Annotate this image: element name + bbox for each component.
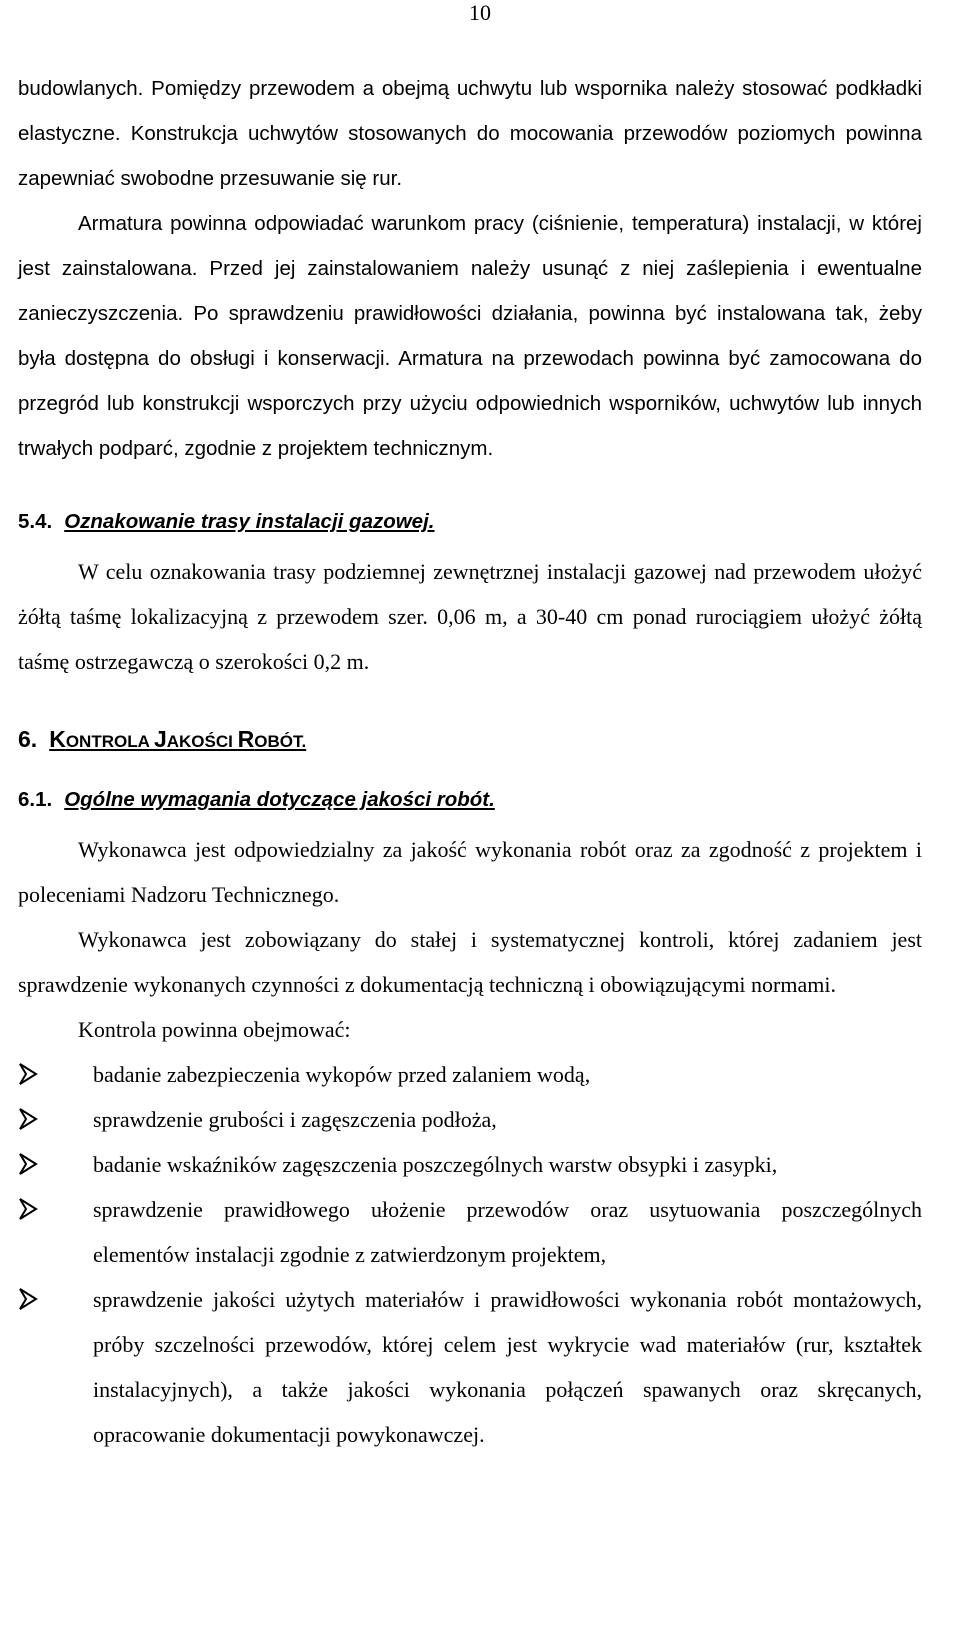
control-list: [18, 1052, 922, 1457]
arrowhead-bullet-icon: [18, 1152, 38, 1176]
list-item-text: badanie wskaźników zagęszczenia poszczególnych warstw obsypki i zasypki,: [93, 1152, 778, 1177]
paragraph-fittings: Armatura powinna odpowiadać warunkom pracy (ciśnienie, temperatura) instalacji, w której jest zainstalowana. Przed jej zainstalowaniem należy usunąć z niej zaślepienia i ewentualne zanieczyszczenia. Po sprawdzeniu prawidłowości działania, powinna być instalowana tak, żeby była dostępna do obsługi i konserwacji. Armatura na przewodach powinna być zamocowana do przegród lub konstrukcji wsporczych przy użyciu odpowiednich wsporników, uchwytów lub innych trwałych podparć, zgodnie z projektem technicznym.: [18, 212, 922, 460]
paragraph-marking: W celu oznakowania trasy podziemnej zewnętrznej instalacji gazowej nad przewodem ułożyć żółtą taśmę lokalizacyjną z przewodem szer. 0,06 m, a 30-40 cm ponad rurociągiem ułożyć żółtą taśmę ostrzegawczą o szerokości 0,2 m.: [18, 559, 922, 674]
section-title: KONTROLA JAKOŚCI ROBÓT.: [49, 726, 307, 752]
arrowhead-bullet-icon: [18, 1107, 38, 1131]
paragraph-control-intro: Kontrola powinna obejmować:: [78, 1017, 351, 1042]
spacer: [18, 537, 922, 549]
section-heading-5-4: [18, 507, 922, 537]
list-item: [18, 1277, 922, 1457]
list-item-text: sprawdzenie prawidłowego ułożenie przewodów oraz usytuowania poszczególnych elementów instalacji zgodnie z zatwierdzonym projektem,: [93, 1197, 922, 1267]
document-body: [18, 66, 922, 1457]
arrowhead-bullet-icon: [18, 1287, 38, 1311]
arrowhead-bullet-icon: [18, 1197, 38, 1221]
page-number: 10: [469, 0, 491, 25]
section-title: Oznakowanie trasy instalacji gazowej.: [64, 510, 435, 533]
section-heading-6-1: [18, 785, 922, 815]
list-item: [18, 1097, 922, 1142]
list-item-text: badanie zabezpieczenia wykopów przed zalaniem wodą,: [93, 1062, 591, 1087]
section-heading-6: [18, 724, 922, 757]
list-item-text: sprawdzenie jakości użytych materiałów i prawidłowości wykonania robót montażowych, próby szczelności przewodów, której celem jest wykrycie wad materiałów (rur, kształtek instalacyjnych), a także jakości wykonania połączeń spawanych oraz skręcanych, opracowanie dokumentacji powykonawczej.: [93, 1287, 922, 1447]
list-item: [18, 1052, 922, 1097]
paragraph-supports: budowlanych. Pomiędzy przewodem a obejmą uchwytu lub wspornika należy stosować podkładki elastyczne. Konstrukcja uchwytów stosowanych do mocowania przewodów poziomych powinna zapewniać swobodne przesuwanie się rur.: [18, 77, 922, 190]
section-number: 6.: [18, 726, 38, 752]
spacer: [18, 815, 922, 827]
arrowhead-bullet-icon: [18, 1062, 38, 1086]
list-item-text: sprawdzenie grubości i zagęszczenia podłoża,: [93, 1107, 497, 1132]
list-item: [18, 1142, 922, 1187]
list-item: [18, 1187, 922, 1277]
paragraph-responsibility: Wykonawca jest odpowiedzialny za jakość wykonania robót oraz za zgodność z projektem i poleceniami Nadzoru Technicznego.: [18, 837, 922, 907]
section-number: 6.1.: [18, 788, 53, 811]
spacer: [18, 684, 922, 724]
spacer: [18, 471, 922, 507]
paragraph-obligation: Wykonawca jest zobowiązany do stałej i systematycznej kontroli, której zadaniem jest sprawdzenie wykonanych czynności z dokumentacją techniczną i obowiązującymi normami.: [18, 927, 922, 997]
spacer: [18, 757, 922, 785]
section-title: Ogólne wymagania dotyczące jakości robót.: [64, 788, 495, 811]
section-number: 5.4.: [18, 510, 53, 533]
